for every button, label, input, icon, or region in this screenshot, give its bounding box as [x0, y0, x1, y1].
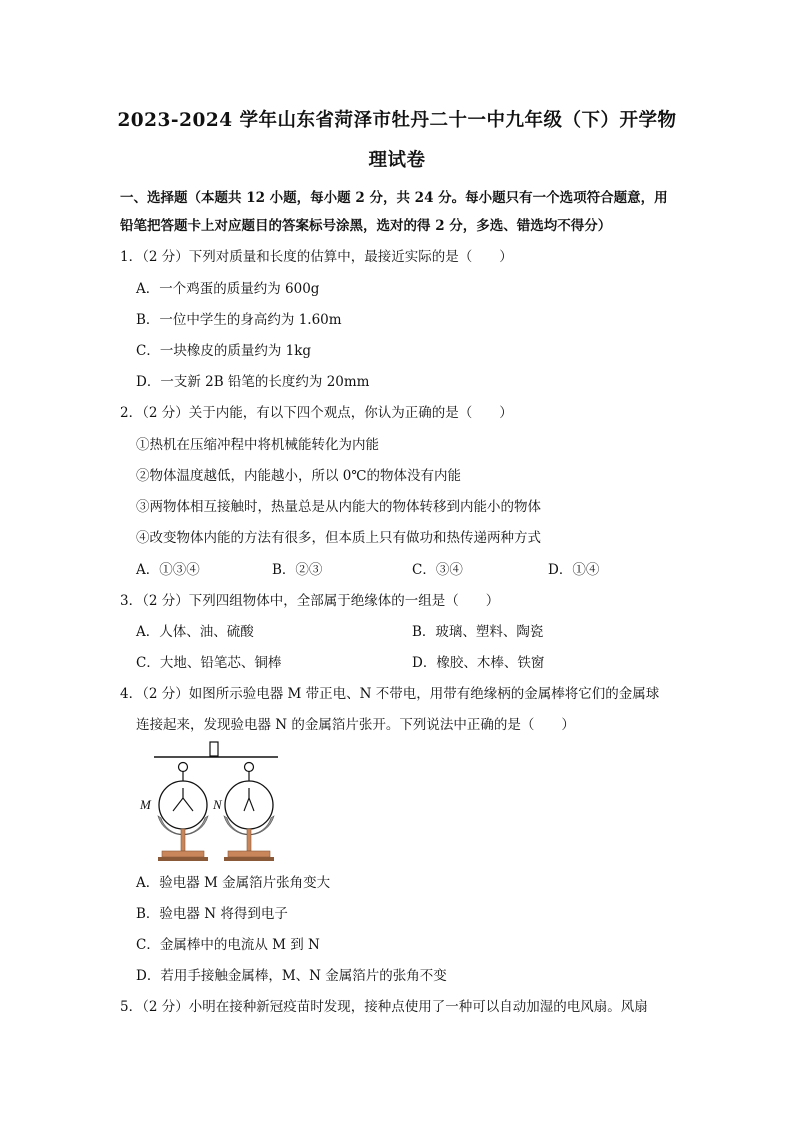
q2-option-d: D．①④ — [548, 562, 600, 578]
q1-option-b: B．一位中学生的身高约为 1.60m — [136, 312, 342, 328]
electroscope-figure — [136, 738, 296, 868]
q5-stem-line1: 5．（2 分）小明在接种新冠疫苗时发现，接种点使用了一种可以自动加湿的电风扇。风扇 — [120, 999, 648, 1015]
q2-option-c: C．③④ — [412, 562, 463, 578]
q4-option-c: C．金属棒中的电流从 M 到 N — [136, 937, 320, 953]
q2-statement-4: ④改变物体内能的方法有很多，但本质上只有做功和热传递两种方式 — [136, 530, 541, 546]
exam-title-line2: 理试卷 — [368, 150, 426, 171]
label-n: N — [213, 797, 222, 812]
q3-stem: 3．（2 分）下列四组物体中，全部属于绝缘体的一组是（ ） — [120, 593, 500, 609]
q4-stem-line2: 连接起来，发现验电器 N 的金属箔片张开。下列说法中正确的是（ ） — [136, 717, 575, 733]
q1-stem: 1．（2 分）下列对质量和长度的估算中，最接近实际的是（ ） — [120, 249, 513, 265]
q2-option-b: B．②③ — [272, 562, 323, 578]
q2-option-a: A．①③④ — [136, 562, 200, 578]
metal-ball-m — [179, 763, 188, 772]
metal-ball-n — [245, 763, 254, 772]
insulating-handle — [210, 742, 218, 756]
q1-option-c: C．一块橡皮的质量约为 1kg — [136, 343, 312, 359]
label-m: M — [140, 797, 151, 812]
q2-statement-1: ①热机在压缩冲程中将机械能转化为内能 — [136, 437, 379, 453]
electroscope-m — [158, 763, 208, 862]
section-line2: 铅笔把答题卡上对应题目的答案标号涂黑，选对的得 2 分，多选、错选均不得分） — [120, 218, 612, 234]
q3-option-d: D．橡胶、木棒、铁窗 — [412, 655, 545, 671]
q4-option-a: A．验电器 M 金属箔片张角变大 — [136, 875, 331, 891]
q4-stem-line1: 4．（2 分）如图所示验电器 M 带正电、N 不带电，用带有绝缘柄的金属棒将它们的金属球 — [120, 686, 660, 702]
q1-option-a: A．一个鸡蛋的质量约为 600g — [136, 281, 320, 297]
section-instructions — [120, 182, 680, 242]
q3-option-a: A．人体、油、硫酸 — [136, 624, 254, 640]
q4-option-d: D．若用手接触金属棒，M、N 金属箔片的张角不变 — [136, 968, 447, 984]
q1-option-d: D．一支新 2B 铅笔的长度约为 20mm — [136, 374, 370, 390]
q2-statement-3: ③两物体相互接触时，热量总是从内能大的物体转移到内能小的物体 — [136, 499, 541, 515]
q3-option-b: B．玻璃、塑料、陶瓷 — [412, 624, 544, 640]
q2-statement-2: ②物体温度越低，内能越小，所以 0℃的物体没有内能 — [136, 468, 461, 484]
q3-option-c: C．大地、铅笔芯、铜棒 — [136, 655, 282, 671]
q4-option-b: B．验电器 N 将得到电子 — [136, 906, 288, 922]
section-line1: 一、选择题（本题共 12 小题，每小题 2 分，共 24 分。每小题只有一个选项符合题意，用 — [120, 190, 668, 206]
electroscope-n — [224, 763, 274, 862]
q2-stem: 2．（2 分）关于内能，有以下四个观点，你认为正确的是（ ） — [120, 405, 513, 421]
exam-title-line1: 2023-2024 学年山东省菏泽市牡丹二十一中九年级（下）开学物 — [117, 110, 677, 131]
